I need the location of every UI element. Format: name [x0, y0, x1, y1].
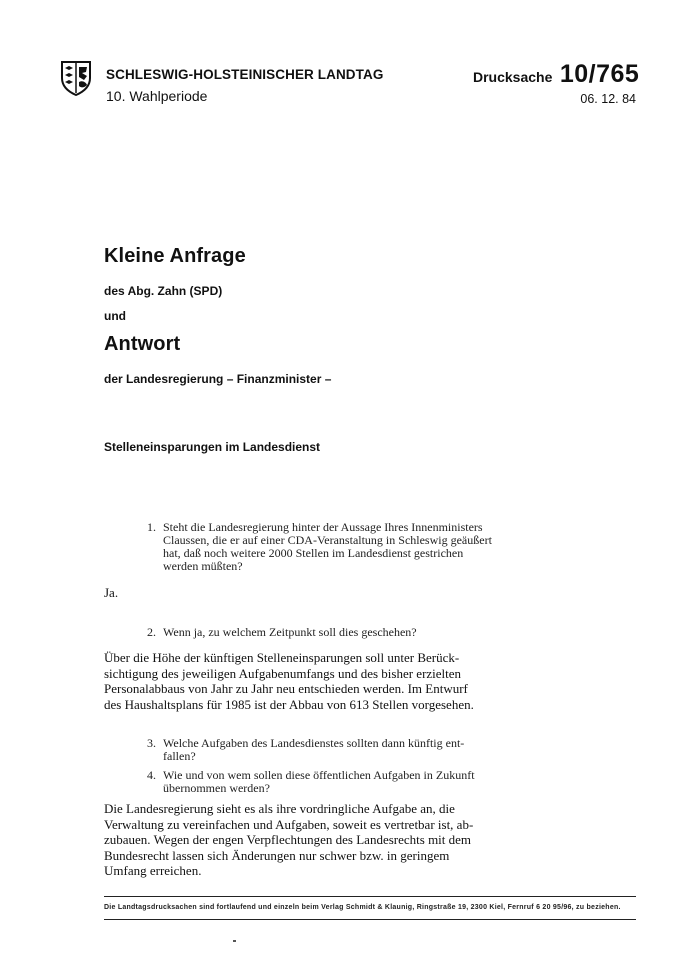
document-date: 06. 12. 84	[580, 92, 636, 106]
answer-line: Verwaltung zu vereinfachen und Aufgaben, soweit es vertretbar ist, ab-	[104, 816, 474, 832]
author-line: des Abg. Zahn (SPD)	[104, 284, 223, 298]
answer-1	[104, 585, 118, 601]
answer-line: Über die Höhe der künftigen Stelleneinsparungen soll unter Berück-	[104, 650, 460, 665]
subject-line: Stelleneinsparungen im Landesdienst	[104, 440, 321, 454]
und-line: und	[104, 309, 126, 323]
footer-rule-bottom	[104, 919, 636, 920]
question-1	[147, 521, 639, 573]
answer-3-4	[104, 801, 644, 879]
answer-line: Personalabbaus von Jahr zu Jahr neu entschieden werden. Im Entwurf	[104, 681, 468, 696]
question-line: Wenn ja, zu welchem Zeitpunkt soll dies geschehen?	[163, 625, 417, 639]
question-2	[147, 626, 639, 639]
drucksache-number: 10/765	[559, 60, 640, 88]
footer-note: Die Landtagsdrucksachen sind fortlaufend und einzeln beim Verlag Schmidt & Klaunig, Ringstraße 19, 2300 Kiel, Fernruf 6 20 95/96, zu beziehen.	[104, 904, 621, 911]
answer-2	[104, 650, 644, 712]
parliament-name: SCHLESWIG-HOLSTEINISCHER LANDTAG	[106, 67, 384, 82]
answer-line: des Haushaltsplans für 1985 ist der Abbau von 613 Stellen vorgesehen.	[104, 696, 474, 712]
legislative-period: 10. Wahlperiode	[106, 88, 208, 104]
footer-rule-top	[104, 896, 636, 897]
question-line: übernommen werden?	[163, 781, 270, 795]
question-line: werden müßten?	[163, 559, 243, 573]
drucksache-label: Drucksache	[473, 69, 553, 85]
coat-of-arms-icon	[60, 60, 92, 96]
question-line: Claussen, die er auf einer CDA-Veranstaltung in Schleswig geäußert	[163, 533, 492, 547]
answer-line: Die Landesregierung sieht es als ihre vordringliche Aufgabe an, die	[104, 801, 455, 816]
question-3	[147, 737, 639, 763]
answer-line: Umfang erreichen.	[104, 863, 202, 878]
question-line: hat, daß noch weitere 2000 Stellen im Landesdienst gestrichen	[163, 546, 464, 560]
question-line: Steht die Landesregierung hinter der Aussage Ihres Innenministers	[163, 520, 483, 534]
heading-antwort: Antwort	[104, 333, 181, 355]
heading-kleine-anfrage: Kleine Anfrage	[104, 245, 246, 267]
document-number-block	[473, 60, 639, 89]
answer-line: Ja.	[104, 585, 119, 600]
answer-line: sichtigung des jeweiligen Aufgabenumfangs und des bisher erzielten	[104, 665, 462, 681]
question-line: fallen?	[163, 749, 196, 763]
question-4	[147, 769, 639, 795]
answer-line: zubauen. Wegen der engen Verpflechtungen des Landesrechts mit dem	[104, 832, 472, 847]
government-line: der Landesregierung – Finanzminister –	[104, 372, 332, 386]
question-number: 3.	[147, 736, 156, 750]
print-speck	[233, 940, 236, 942]
question-line: Welche Aufgaben des Landesdienstes sollten dann künftig ent-	[163, 736, 465, 750]
question-number: 4.	[147, 768, 156, 782]
question-number: 2.	[147, 625, 156, 639]
answer-line: Bundesrecht lassen sich Änderungen nur schwer bzw. in geringem	[104, 847, 450, 863]
question-line: Wie und von wem sollen diese öffentlichen Aufgaben in Zukunft	[163, 768, 475, 782]
question-number: 1.	[147, 520, 156, 534]
